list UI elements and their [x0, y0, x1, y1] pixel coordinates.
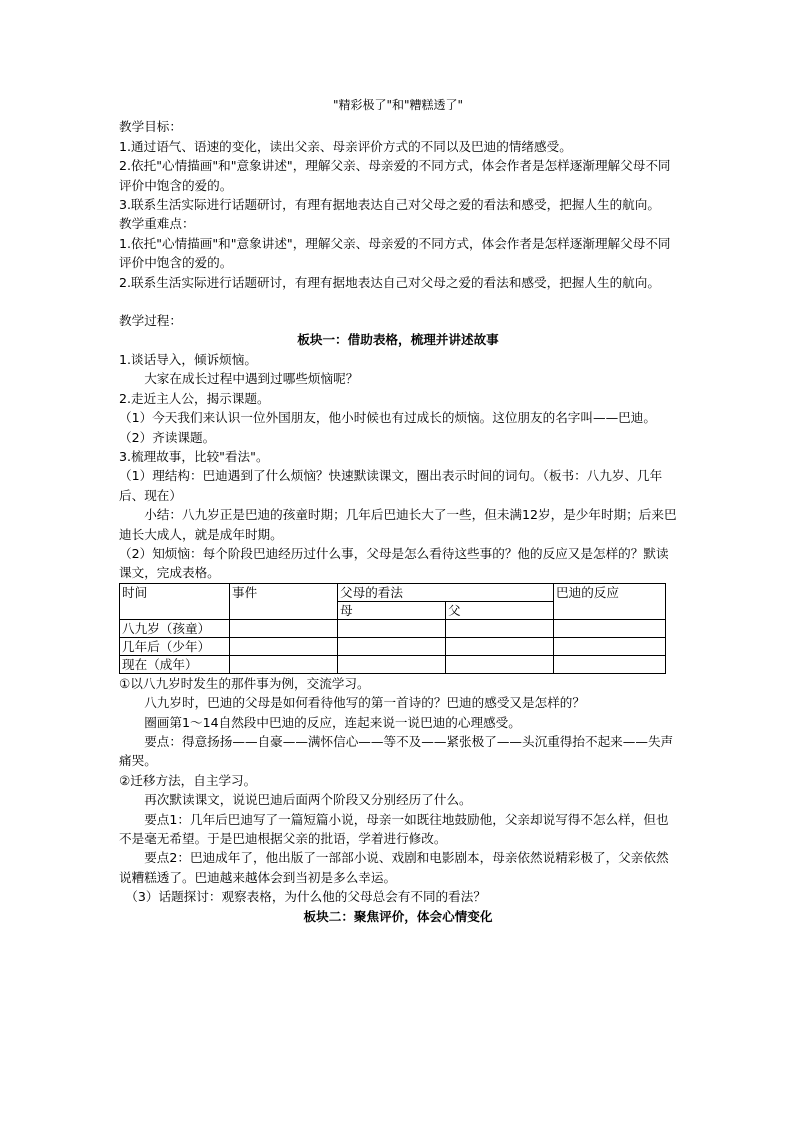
- goal-item: 3.联系生活实际进行话题研讨，有理有据地表达自己对父母之爱的看法和感受，把握人生的航向。: [119, 197, 660, 213]
- spacer: [119, 292, 677, 311]
- table-cell-empty[interactable]: [338, 655, 446, 673]
- table-cell-empty[interactable]: [446, 637, 554, 655]
- table-cell-empty[interactable]: [554, 619, 666, 637]
- table-cell-empty[interactable]: [230, 619, 338, 637]
- section-2-title: 板块二：聚焦评价，体会心情变化: [303, 908, 493, 924]
- key-point-item: 1.依托"心情描画"和"意象讲述"，理解父亲、母亲爱的不同方式，体会作者是怎样逐渐理解父母不同评价中饱含的爱的。: [119, 235, 671, 271]
- practice-1-question-2: 圈画第1～14自然段中巴迪的反应，连起来说一说巴迪的心理感受。: [144, 714, 521, 730]
- table-header-event: 事件: [230, 583, 338, 619]
- practice-2: [119, 771, 677, 790]
- table-cell-empty[interactable]: [230, 637, 338, 655]
- document-title: "精彩极了"和"糟糕透了": [332, 98, 464, 112]
- step-3-heading: 3.梳理故事，比较"看法"。: [119, 448, 269, 464]
- table-header-reaction: 巴迪的反应: [554, 583, 666, 619]
- key-point-item: 2.联系生活实际进行话题研讨，有理有据地表达自己对父母之爱的看法和感受，把握人生的航向。: [119, 274, 660, 290]
- table-header-parents: 父母的看法: [338, 583, 554, 601]
- goals-heading: 教学目标：: [119, 119, 182, 135]
- table-header-time: 时间: [120, 583, 230, 619]
- practice-2-key-1: 要点1：几年后巴迪写了一篇短篇小说，母亲一如既往地鼓励他，父亲却说写得不怎么样，但也不是毫无希望。于是巴迪根据父亲的批语，学着进行修改。: [119, 811, 669, 846]
- table-cell-empty[interactable]: [446, 619, 554, 637]
- goal-item: 1.通过语气、语速的变化，读出父亲、母亲评价方式的不同以及巴迪的情绪感受。: [119, 138, 572, 154]
- step-1-text: 大家在成长过程中遇到过哪些烦恼呢？: [144, 371, 359, 387]
- practice-2-text: 迁移方法，自主学习。: [130, 772, 257, 788]
- table-header-row: [120, 583, 666, 601]
- practice-1: [119, 674, 677, 693]
- step-2-part-a: （1）今天我们来认识一位外国朋友，他小时候也有过成长的烦恼。这位朋友的名字叫——巴迪。: [119, 410, 656, 426]
- practice-2-instruction: 再次默读课文，说说巴迪后面两个阶段又分别经历了什么。: [144, 792, 472, 808]
- table-row: [120, 619, 666, 637]
- circled-number-1: ①: [119, 675, 131, 691]
- table-cell-time: 现在（成年）: [120, 655, 230, 673]
- step-2-heading: 2.走近主人公，揭示课题。: [119, 390, 270, 406]
- circled-number-2: ②: [119, 772, 131, 788]
- story-table: [119, 583, 666, 674]
- table-cell-empty[interactable]: [554, 655, 666, 673]
- section-1-title: 板块一：借助表格，梳理并讲述故事: [297, 332, 499, 348]
- step-3-part-b: （2）知烦恼：每个阶段巴迪经历过什么事，父母是怎么看待这些事的？他的反应又是怎样的？默读课文，完成表格。: [119, 545, 669, 581]
- practice-2-key-2: 要点2：巴迪成年了，他出版了一部部小说、戏剧和电影剧本，母亲依然说精彩极了，父亲依然说糟糕透了。巴迪越来越体会到当初是多么幸运。: [119, 850, 669, 885]
- practice-1-key: 要点：得意扬扬——自豪——满怀信心——等不及——紧张极了——头沉重得抬不起来——失声痛哭。: [119, 733, 674, 769]
- key-points-heading: 教学重难点：: [119, 216, 195, 232]
- table-cell-time: 几年后（少年）: [120, 637, 230, 655]
- table-cell-empty[interactable]: [338, 637, 446, 655]
- table-header-father: 父: [446, 601, 554, 619]
- table-cell-empty[interactable]: [338, 619, 446, 637]
- table-header-mother: 母: [338, 601, 446, 619]
- table-row: [120, 655, 666, 673]
- step-3-summary: 小结：八九岁正是巴迪的孩童时期；几年后巴迪长大了一些，但未满12岁，是少年时期；后来巴迪长大成人，就是成年时期。: [119, 507, 677, 542]
- process-heading: 教学过程：: [119, 313, 182, 329]
- document-page: [119, 96, 677, 926]
- practice-1-question: 八九岁时，巴迪的父母是如何看待他写的第一首诗的？巴迪的感受又是怎样的？: [144, 695, 585, 711]
- table-cell-empty[interactable]: [446, 655, 554, 673]
- table-cell-time: 八九岁（孩童）: [120, 619, 230, 637]
- table-cell-empty[interactable]: [554, 637, 666, 655]
- step-3-part-c: （3）话题探讨：观察表格，为什么他的父母总会有不同的看法？: [125, 889, 486, 905]
- step-3-part-a: （1）理结构：巴迪遇到了什么烦恼？快速默读课文，圈出表示时间的词句。（板书：八九岁、几年后、现在）: [119, 468, 663, 503]
- goal-item: 2.依托"心情描画"和"意象讲述"，理解父亲、母亲爱的不同方式，体会作者是怎样逐渐理解父母不同评价中饱含的爱的。: [119, 158, 671, 193]
- table-cell-empty[interactable]: [230, 655, 338, 673]
- practice-1-text: 以八九岁时发生的那件事为例，交流学习。: [130, 675, 370, 691]
- step-2-part-b: （2）齐读课题。: [119, 429, 216, 445]
- table-row: [120, 637, 666, 655]
- step-1-heading: 1.谈话导入，倾诉烦恼。: [119, 351, 257, 367]
